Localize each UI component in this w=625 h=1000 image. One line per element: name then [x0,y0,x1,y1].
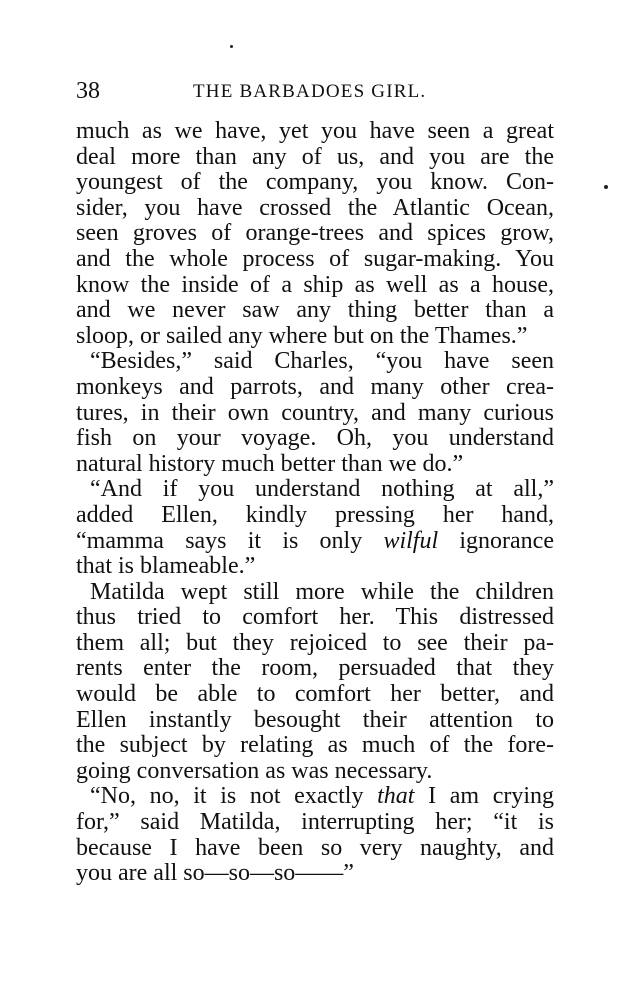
text-line: youngest of the company, you know. Con- [76,169,554,196]
text-segment: “mamma says it is only [76,527,384,554]
page-number: 38 [76,78,100,104]
italic-word: wilful [383,527,439,554]
text-line: thus tried to comfort her. This distressed [76,604,554,631]
text-line: Ellen instantly besought their attention to [76,706,554,733]
italic-word: that [377,783,415,810]
text-line: natural history much better than we do.” [76,450,464,477]
text-line [76,529,554,555]
text-line: tures, in their own country, and many curious [76,399,554,426]
running-title: THE BARBADOES GIRL. [193,81,427,102]
text-line: “Besides,” said Charles, “you have seen [90,348,554,375]
text-line: seen groves of orange-trees and spices grow, [76,220,554,247]
text-line: that is blameable.” [76,553,256,580]
text-line: deal more than any of us, and you are the [76,143,554,170]
text-segment: I am crying [414,783,555,810]
text-line: rents enter the room, persuaded that they [76,655,554,682]
text-line: Matilda wept still more while the children [90,578,554,605]
text-line: them all; but they rejoiced to see their pa- [76,629,554,656]
text-segment: ignorance [438,527,554,554]
text-line: much as we have, yet you have seen a great [76,118,554,144]
text-line: know the inside of a ship as well as a house, [76,271,554,298]
text-line: going conversation as was necessary. [76,757,433,784]
text-line: for,” said Matilda, interrupting her; “it is [76,809,554,836]
text-line [76,784,554,810]
text-line: and the whole process of sugar-making. You [76,245,554,272]
text-line: because I have been so very naughty, and [76,834,554,861]
text-line: and we never saw any thing better than a [76,297,554,324]
text-line: fish on your voyage. Oh, you understand [76,425,554,452]
print-speck [230,45,233,48]
text-line: added Ellen, kindly pressing her hand, [76,501,554,528]
text-line: monkeys and parrots, and many other crea- [76,373,554,400]
text-line: you are all so—so—so——” [76,860,354,887]
text-line: sider, you have crossed the Atlantic Ocean, [76,194,554,221]
text-line: sloop, or sailed any where but on the Thames.” [76,322,528,349]
text-segment: “No, no, it is not exactly [90,783,378,810]
running-head [76,76,554,106]
body-text [76,119,554,887]
text-line: the subject by relating as much of the fore- [76,732,554,759]
text-line: would be able to comfort her better, and [76,681,554,708]
text-line: “And if you understand nothing at all,” [90,476,554,503]
print-speck [604,185,608,189]
